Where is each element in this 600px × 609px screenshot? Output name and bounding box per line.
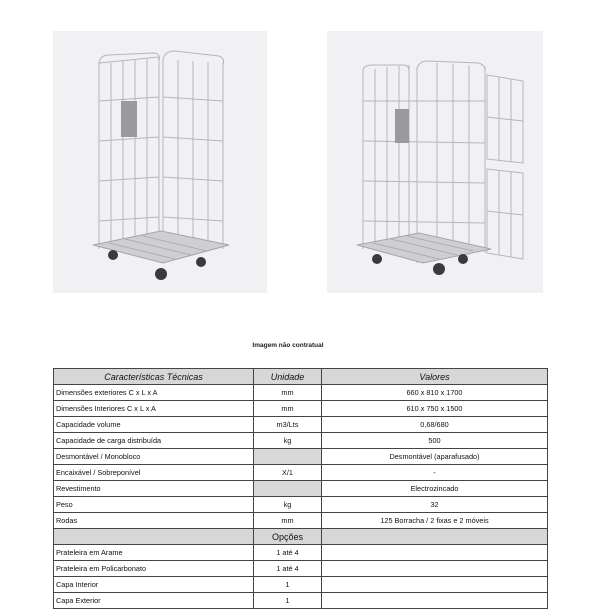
row-unit: mm bbox=[254, 385, 322, 401]
option-quantity: 1 até 4 bbox=[254, 561, 322, 577]
row-value: 32 bbox=[322, 497, 548, 513]
row-label: Desmontável / Monobloco bbox=[54, 449, 254, 465]
specifications-table bbox=[53, 368, 548, 609]
row-value: 660 x 810 x 1700 bbox=[322, 385, 548, 401]
row-label: Peso bbox=[54, 497, 254, 513]
table-row bbox=[54, 385, 548, 401]
product-photo-closed bbox=[53, 31, 267, 293]
row-value: 610 x 750 x 1500 bbox=[322, 401, 548, 417]
header-values: Valores bbox=[322, 369, 548, 385]
table-row bbox=[54, 593, 548, 609]
roll-container-closed-illustration bbox=[53, 31, 267, 293]
options-header: Opções bbox=[254, 529, 322, 545]
row-value: Electrozincado bbox=[322, 481, 548, 497]
row-label: Rodas bbox=[54, 513, 254, 529]
option-quantity: 1 bbox=[254, 577, 322, 593]
row-value: 125 Borracha / 2 fixas e 2 móveis bbox=[322, 513, 548, 529]
table-row bbox=[54, 545, 548, 561]
row-unit bbox=[254, 481, 322, 497]
table-row bbox=[54, 417, 548, 433]
row-value: 0,68/680 bbox=[322, 417, 548, 433]
row-value: Desmontável (aparafusado) bbox=[322, 449, 548, 465]
table-row bbox=[54, 577, 548, 593]
table-row bbox=[54, 401, 548, 417]
row-unit: mm bbox=[254, 513, 322, 529]
option-value bbox=[322, 545, 548, 561]
option-label: Capa Exterior bbox=[54, 593, 254, 609]
option-label: Prateleira em Policarbonato bbox=[54, 561, 254, 577]
row-unit: kg bbox=[254, 497, 322, 513]
row-label: Capacidade volume bbox=[54, 417, 254, 433]
option-label: Capa Interior bbox=[54, 577, 254, 593]
row-label: Capacidade de carga distribuída bbox=[54, 433, 254, 449]
table-row bbox=[54, 513, 548, 529]
row-unit: mm bbox=[254, 401, 322, 417]
row-value: - bbox=[322, 465, 548, 481]
option-quantity: 1 até 4 bbox=[254, 545, 322, 561]
image-disclaimer: Imagem não contratual bbox=[252, 342, 324, 349]
header-characteristics: Características Técnicas bbox=[54, 369, 254, 385]
product-photo-open bbox=[327, 31, 543, 293]
options-section-row bbox=[54, 529, 548, 545]
row-unit: X/1 bbox=[254, 465, 322, 481]
option-value bbox=[322, 561, 548, 577]
row-unit: kg bbox=[254, 433, 322, 449]
row-unit bbox=[254, 449, 322, 465]
table-header-row bbox=[54, 369, 548, 385]
row-value: 500 bbox=[322, 433, 548, 449]
option-value bbox=[322, 593, 548, 609]
table-row bbox=[54, 497, 548, 513]
row-label: Dimensões exteriores C x L x A bbox=[54, 385, 254, 401]
row-label: Dimensões Interiores C x L x A bbox=[54, 401, 254, 417]
table-row bbox=[54, 465, 548, 481]
row-label: Encaixável / Sobreponível bbox=[54, 465, 254, 481]
table-row bbox=[54, 561, 548, 577]
option-label: Prateleira em Arame bbox=[54, 545, 254, 561]
row-unit: m3/Lts bbox=[254, 417, 322, 433]
header-unit: Unidade bbox=[254, 369, 322, 385]
option-quantity: 1 bbox=[254, 593, 322, 609]
roll-container-open-illustration bbox=[327, 31, 543, 293]
table-row bbox=[54, 481, 548, 497]
option-value bbox=[322, 577, 548, 593]
table-row bbox=[54, 433, 548, 449]
row-label: Revestimento bbox=[54, 481, 254, 497]
table-row bbox=[54, 449, 548, 465]
